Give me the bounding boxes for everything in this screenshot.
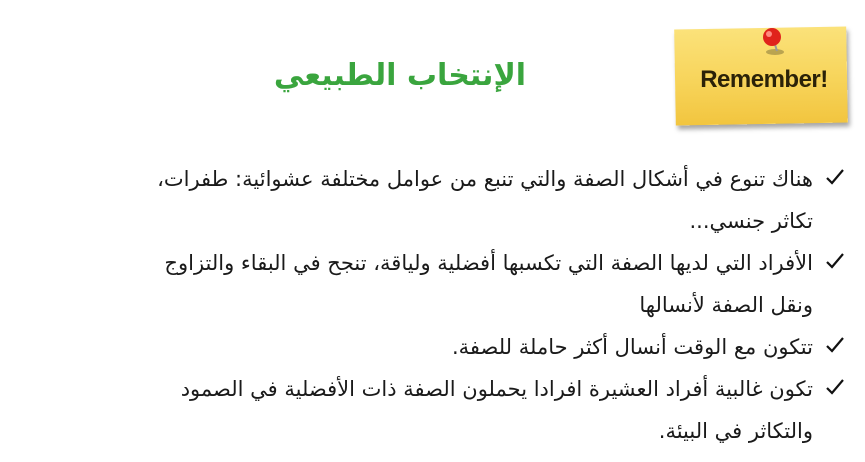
check-icon [825, 335, 845, 355]
bullet-text: تكون غالبية أفراد العشيرة افرادا يحملون الصفة ذات الأفضلية في الصمود والتكاثر في البيئة. [180, 377, 813, 443]
bullet-list [150, 158, 845, 452]
bullet-text: تتكون مع الوقت أنسال أكثر حاملة للصفة. [451, 335, 813, 359]
push-pin-icon [757, 26, 791, 56]
check-icon [825, 251, 845, 271]
page-title: الإنتخاب الطبيعي [273, 58, 527, 93]
list-item [150, 242, 845, 326]
bullet-text: هناك تنوع في أشكال الصفة والتي تنبع من عوامل مختلفة عشوائية: طفرات، تكاثر جنسي... [157, 167, 813, 233]
check-icon [825, 377, 845, 397]
list-item [150, 368, 845, 452]
remember-sticky-note [675, 22, 851, 128]
bullet-text: الأفراد التي لديها الصفة التي تكسبها أفضلية ولياقة، تنجح في البقاء والتزاوج ونقل الصفة لأنسالها [164, 251, 813, 317]
sticky-note-label: Remember! [700, 66, 828, 93]
check-icon [825, 167, 845, 187]
list-item [150, 326, 845, 368]
list-item [150, 158, 845, 242]
